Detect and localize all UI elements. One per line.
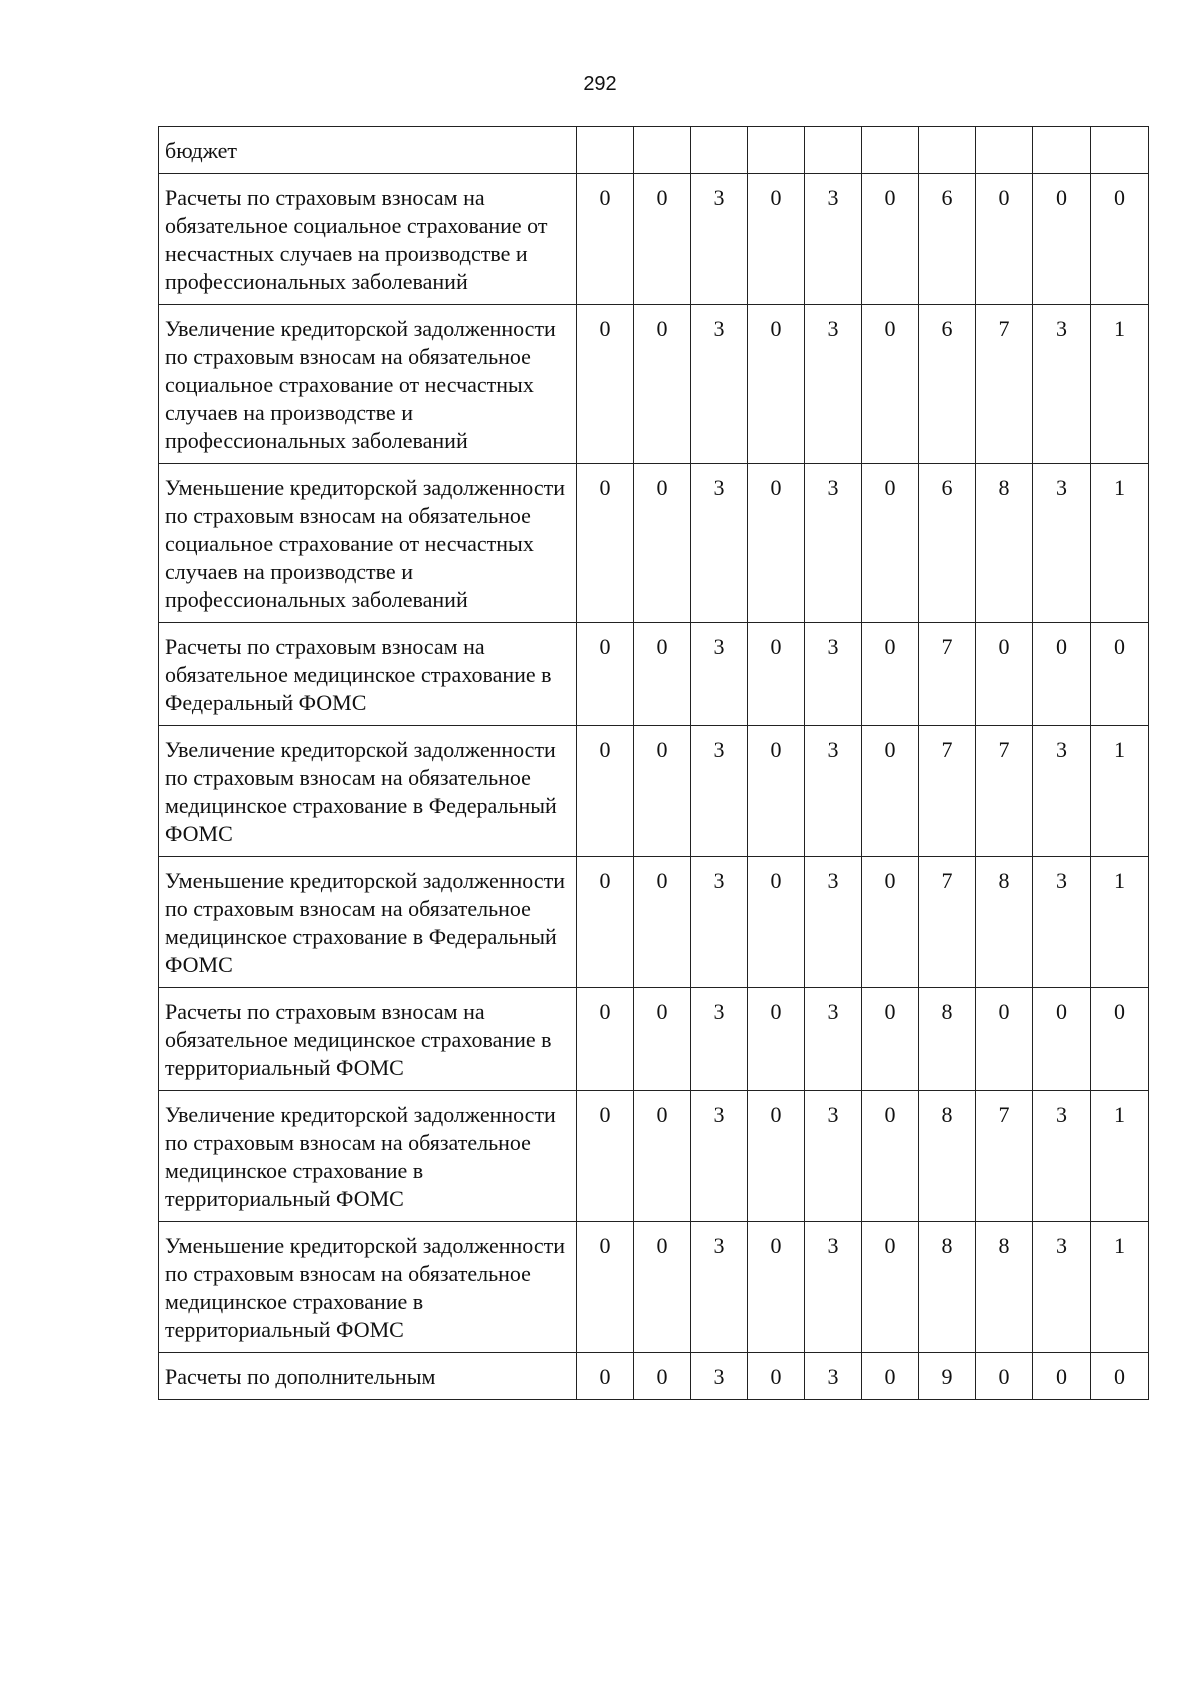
- code-digit-cell: 3: [1033, 1091, 1091, 1222]
- table-row: [159, 127, 1149, 174]
- code-digit-cell: 0: [634, 1353, 691, 1400]
- code-digit-cell: 3: [805, 726, 862, 857]
- code-digit-cell: 0: [1091, 623, 1149, 726]
- code-digit-cell: 0: [577, 857, 634, 988]
- code-digit-cell: 0: [634, 857, 691, 988]
- account-name-cell: Расчеты по страховым взносам на обязательное медицинское страхование в территориальный ФОМС: [159, 988, 577, 1091]
- code-digit-cell: [919, 127, 976, 174]
- account-name-cell: Увеличение кредиторской задолженности по страховым взносам на обязательное социальное страхование от несчастных случаев на производстве и профессиональных заболеваний: [159, 305, 577, 464]
- account-name-cell: бюджет: [159, 127, 577, 174]
- code-digit-cell: 7: [919, 857, 976, 988]
- account-name-cell: Увеличение кредиторской задолженности по страховым взносам на обязательное медицинское страхование в Федеральный ФОМС: [159, 726, 577, 857]
- table-row: [159, 464, 1149, 623]
- code-digit-cell: 0: [634, 174, 691, 305]
- code-digit-cell: 3: [691, 1091, 748, 1222]
- code-digit-cell: 3: [805, 988, 862, 1091]
- code-digit-cell: 0: [976, 1353, 1033, 1400]
- code-digit-cell: 0: [976, 988, 1033, 1091]
- code-digit-cell: [1091, 127, 1149, 174]
- table-row: [159, 1353, 1149, 1400]
- code-digit-cell: 0: [577, 623, 634, 726]
- code-digit-cell: 3: [1033, 726, 1091, 857]
- code-digit-cell: 0: [862, 726, 919, 857]
- code-digit-cell: 0: [862, 1222, 919, 1353]
- code-digit-cell: 0: [577, 1091, 634, 1222]
- account-name-cell: Расчеты по дополнительным: [159, 1353, 577, 1400]
- code-digit-cell: 1: [1091, 305, 1149, 464]
- code-digit-cell: 6: [919, 464, 976, 623]
- code-digit-cell: 0: [577, 464, 634, 623]
- code-digit-cell: 3: [691, 1353, 748, 1400]
- code-digit-cell: 3: [691, 988, 748, 1091]
- code-digit-cell: 1: [1091, 1222, 1149, 1353]
- code-digit-cell: 0: [1033, 988, 1091, 1091]
- account-name-cell: Уменьшение кредиторской задолженности по страховым взносам на обязательное медицинское страхование в Федеральный ФОМС: [159, 857, 577, 988]
- code-digit-cell: [691, 127, 748, 174]
- code-digit-cell: 0: [1091, 1353, 1149, 1400]
- code-digit-cell: [577, 127, 634, 174]
- code-digit-cell: [805, 127, 862, 174]
- account-name-cell: Увеличение кредиторской задолженности по страховым взносам на обязательное медицинское страхование в территориальный ФОМС: [159, 1091, 577, 1222]
- code-digit-cell: [748, 127, 805, 174]
- code-digit-cell: 0: [862, 623, 919, 726]
- code-digit-cell: 0: [1033, 1353, 1091, 1400]
- table-row: [159, 305, 1149, 464]
- code-digit-cell: 0: [634, 726, 691, 857]
- code-digit-cell: 6: [919, 305, 976, 464]
- code-digit-cell: 0: [748, 1353, 805, 1400]
- code-digit-cell: 7: [976, 726, 1033, 857]
- code-digit-cell: 3: [805, 1091, 862, 1222]
- code-digit-cell: 0: [577, 174, 634, 305]
- code-digit-cell: 7: [976, 1091, 1033, 1222]
- code-digit-cell: 0: [748, 623, 805, 726]
- code-digit-cell: 0: [976, 174, 1033, 305]
- code-digit-cell: 6: [919, 174, 976, 305]
- account-name-cell: Расчеты по страховым взносам на обязательное социальное страхование от несчастных случаев на производстве и профессиональных заболеваний: [159, 174, 577, 305]
- code-digit-cell: 3: [691, 464, 748, 623]
- code-digit-cell: 3: [805, 1353, 862, 1400]
- code-digit-cell: 0: [748, 726, 805, 857]
- code-digit-cell: 1: [1091, 464, 1149, 623]
- code-digit-cell: 3: [805, 1222, 862, 1353]
- code-digit-cell: 3: [1033, 464, 1091, 623]
- code-digit-cell: 3: [691, 305, 748, 464]
- code-digit-cell: 0: [748, 988, 805, 1091]
- account-name-cell: Расчеты по страховым взносам на обязательное медицинское страхование в Федеральный ФОМС: [159, 623, 577, 726]
- table-row: [159, 174, 1149, 305]
- code-digit-cell: 0: [634, 305, 691, 464]
- code-digit-cell: 0: [748, 464, 805, 623]
- code-digit-cell: [862, 127, 919, 174]
- code-digit-cell: 8: [919, 988, 976, 1091]
- code-digit-cell: 8: [976, 857, 1033, 988]
- code-digit-cell: 3: [691, 726, 748, 857]
- code-digit-cell: 0: [748, 1222, 805, 1353]
- table-row: [159, 1091, 1149, 1222]
- code-digit-cell: 9: [919, 1353, 976, 1400]
- code-digit-cell: 3: [805, 623, 862, 726]
- code-digit-cell: 8: [976, 464, 1033, 623]
- code-digit-cell: 3: [691, 857, 748, 988]
- code-digit-cell: [976, 127, 1033, 174]
- code-digit-cell: 8: [919, 1222, 976, 1353]
- code-digit-cell: 0: [577, 988, 634, 1091]
- code-digit-cell: 0: [862, 305, 919, 464]
- code-digit-cell: 0: [748, 174, 805, 305]
- code-digit-cell: 0: [634, 1091, 691, 1222]
- code-digit-cell: 0: [1033, 174, 1091, 305]
- code-digit-cell: 0: [748, 857, 805, 988]
- table-row: [159, 857, 1149, 988]
- code-digit-cell: 0: [634, 623, 691, 726]
- code-digit-cell: 3: [805, 464, 862, 623]
- code-digit-cell: 8: [976, 1222, 1033, 1353]
- code-digit-cell: 7: [919, 726, 976, 857]
- code-digit-cell: 7: [976, 305, 1033, 464]
- code-digit-cell: 0: [577, 305, 634, 464]
- code-digit-cell: 3: [1033, 857, 1091, 988]
- accounts-table: [158, 126, 1149, 1400]
- code-digit-cell: 0: [862, 857, 919, 988]
- code-digit-cell: [634, 127, 691, 174]
- code-digit-cell: 0: [577, 1353, 634, 1400]
- code-digit-cell: 7: [919, 623, 976, 726]
- code-digit-cell: 0: [862, 464, 919, 623]
- code-digit-cell: 0: [634, 1222, 691, 1353]
- code-digit-cell: 0: [634, 988, 691, 1091]
- code-digit-cell: 0: [1091, 174, 1149, 305]
- code-digit-cell: 3: [691, 174, 748, 305]
- table-row: [159, 988, 1149, 1091]
- code-digit-cell: 3: [1033, 305, 1091, 464]
- code-digit-cell: 3: [691, 623, 748, 726]
- code-digit-cell: 0: [634, 464, 691, 623]
- code-digit-cell: 0: [577, 726, 634, 857]
- code-digit-cell: 0: [748, 1091, 805, 1222]
- code-digit-cell: 0: [748, 305, 805, 464]
- code-digit-cell: 0: [862, 1091, 919, 1222]
- code-digit-cell: 0: [862, 988, 919, 1091]
- code-digit-cell: 8: [919, 1091, 976, 1222]
- account-name-cell: Уменьшение кредиторской задолженности по страховым взносам на обязательное социальное страхование от несчастных случаев на производстве и профессиональных заболеваний: [159, 464, 577, 623]
- code-digit-cell: 3: [805, 857, 862, 988]
- code-digit-cell: 3: [691, 1222, 748, 1353]
- table-body: [159, 127, 1149, 1400]
- code-digit-cell: 3: [805, 305, 862, 464]
- code-digit-cell: 0: [577, 1222, 634, 1353]
- code-digit-cell: 3: [1033, 1222, 1091, 1353]
- code-digit-cell: 0: [1033, 623, 1091, 726]
- code-digit-cell: 1: [1091, 857, 1149, 988]
- table-row: [159, 1222, 1149, 1353]
- code-digit-cell: 3: [805, 174, 862, 305]
- page-number: 292: [583, 73, 617, 95]
- table-row: [159, 623, 1149, 726]
- code-digit-cell: 0: [862, 1353, 919, 1400]
- code-digit-cell: 1: [1091, 1091, 1149, 1222]
- table-row: [159, 726, 1149, 857]
- code-digit-cell: 0: [1091, 988, 1149, 1091]
- code-digit-cell: 0: [862, 174, 919, 305]
- account-name-cell: Уменьшение кредиторской задолженности по страховым взносам на обязательное медицинское страхование в территориальный ФОМС: [159, 1222, 577, 1353]
- code-digit-cell: [1033, 127, 1091, 174]
- code-digit-cell: 1: [1091, 726, 1149, 857]
- code-digit-cell: 0: [976, 623, 1033, 726]
